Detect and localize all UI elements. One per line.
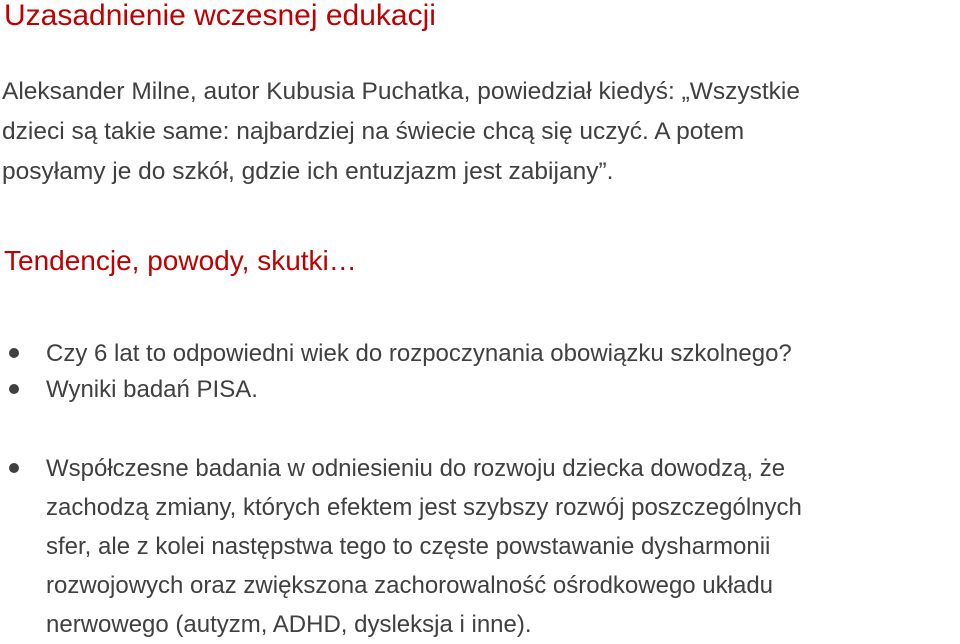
bullet-item-school-age — [0, 334, 960, 373]
quote-line-1: Aleksander Milne, autor Kubusia Puchatka, powiedział kiedyś: „Wszystkie — [2, 78, 800, 105]
paragraph-line-3: sfer, ale z kolei następstwa tego to częste powstawanie dysharmonii — [46, 533, 771, 560]
bullet-dot-icon — [9, 384, 19, 394]
paragraph-line-1: Współczesne badania w odniesieniu do rozwoju dziecka dowodzą, że — [46, 455, 786, 482]
bullet-item-pisa — [0, 370, 960, 409]
bullet-text: Czy 6 lat to odpowiedni wiek do rozpoczynania obowiązku szkolnego? — [46, 340, 792, 367]
section-heading: Tendencje, powody, skutki… — [4, 245, 357, 276]
bullet-paragraph — [46, 449, 960, 644]
slide-title: Uzasadnienie wczesnej edukacji — [4, 0, 436, 32]
bullet-text: Wyniki badań PISA. — [46, 376, 258, 403]
bullet-item-research — [0, 449, 960, 644]
quote-line-3: posyłamy je do szkół, gdzie ich entuzjazm jest zabijany”. — [2, 158, 614, 185]
paragraph-line-2: zachodzą zmiany, których efektem jest szybszy rozwój poszczególnych — [46, 494, 802, 521]
bullet-dot-icon — [9, 348, 19, 358]
milne-quote — [2, 72, 957, 192]
paragraph-line-4: rozwojowych oraz zwiększona zachorowalność ośrodkowego układu — [46, 572, 774, 599]
paragraph-line-5: nerwowego (autyzm, ADHD, dysleksja i inne). — [46, 611, 532, 638]
bullet-dot-icon — [9, 463, 19, 473]
quote-line-2: dzieci są takie same: najbardziej na świecie chcą się uczyć. A potem — [2, 118, 745, 145]
